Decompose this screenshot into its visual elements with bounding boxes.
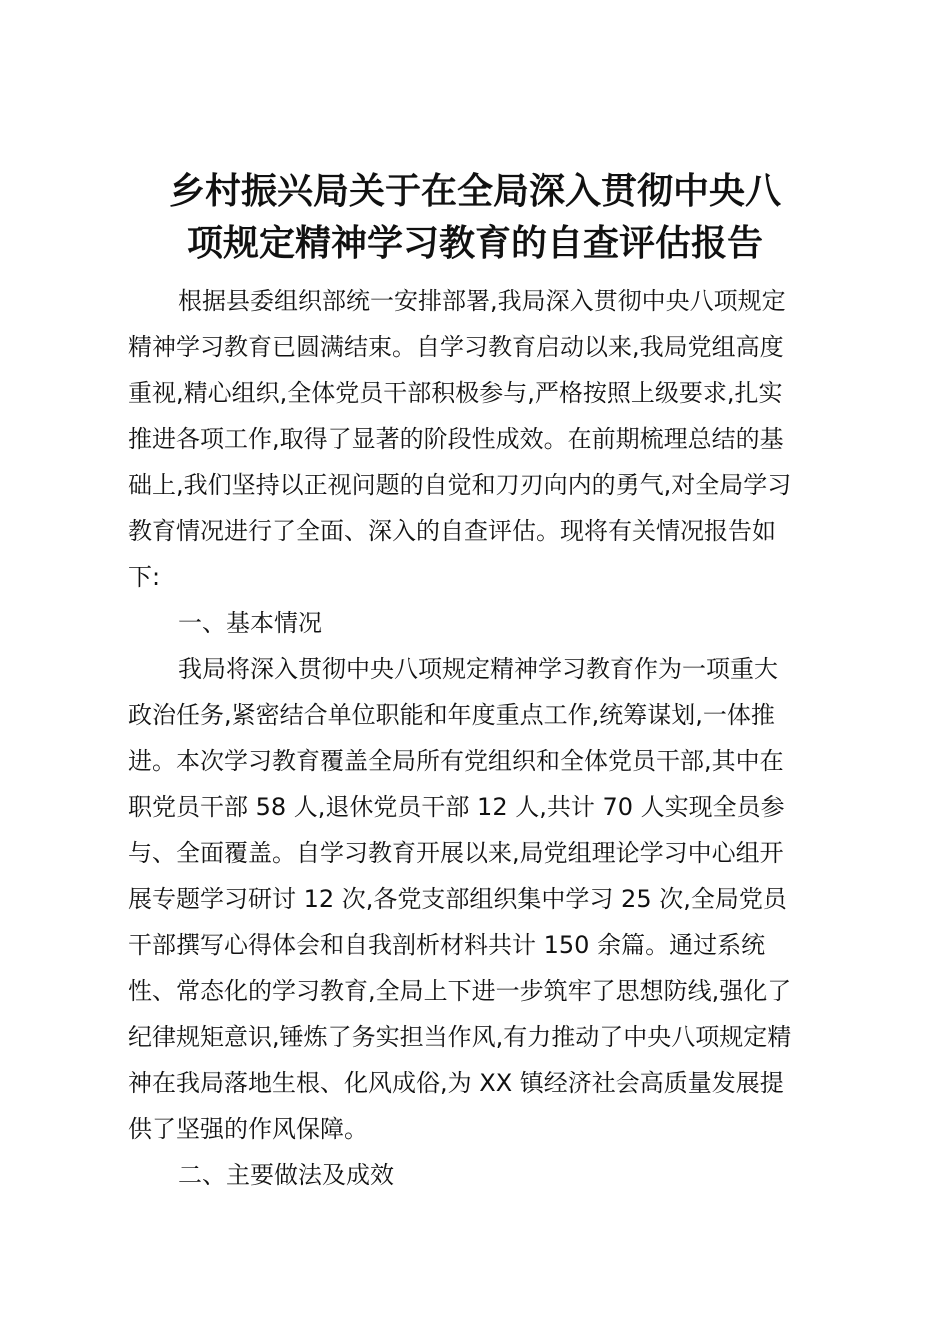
document-body: [128, 278, 832, 1198]
paragraph-line: 础上,我们坚持以正视问题的自觉和刀刃向内的勇气,对全局学习: [128, 471, 792, 499]
paragraph-line: 与、全面覆盖。自学习教育开展以来,局党组理论学习中心组开: [128, 839, 784, 867]
paragraph-line: 教育情况进行了全面、深入的自查评估。现将有关情况报告如: [128, 517, 776, 545]
document-title: [100, 166, 850, 270]
paragraph-line: 下:: [128, 563, 161, 591]
paragraph-line: 进。本次学习教育覆盖全局所有党组织和全体党员干部,其中在: [128, 747, 784, 775]
paragraph-line: 神在我局落地生根、化风成俗,为 XX 镇经济社会高质量发展提: [128, 1069, 784, 1097]
paragraph-line: 纪律规矩意识,锤炼了务实担当作风,有力推动了中央八项规定精: [128, 1023, 792, 1051]
section-paragraph: [128, 646, 832, 1152]
title-line: 乡村振兴局关于在全局深入贯彻中央八: [168, 171, 781, 212]
paragraph-line: 供了坚强的作风保障。: [128, 1115, 368, 1143]
paragraph-line: 干部撰写心得体会和自我剖析材料共计 150 余篇。通过系统: [128, 931, 766, 959]
paragraph-line: 政治任务,紧密结合单位职能和年度重点工作,统筹谋划,一体推: [128, 701, 775, 729]
paragraph-line: 我局将深入贯彻中央八项规定精神学习教育作为一项重大: [178, 655, 778, 683]
paragraph-line: 重视,精心组织,全体党员干部积极参与,严格按照上级要求,扎实: [128, 379, 783, 407]
intro-paragraph: [128, 278, 832, 600]
paragraph-line: 职党员干部 58 人,退休党员干部 12 人,共计 70 人实现全员参: [128, 793, 785, 821]
paragraph-line: 推进各项工作,取得了显著的阶段性成效。在前期梳理总结的基: [128, 425, 784, 453]
title-line: 项规定精神学习教育的自查评估报告: [186, 223, 763, 264]
paragraph-line: 精神学习教育已圆满结束。自学习教育启动以来,我局党组高度: [128, 333, 784, 361]
section-heading-basic-situation: 一、基本情况: [178, 609, 322, 637]
paragraph-line: 展专题学习研讨 12 次,各党支部组织集中学习 25 次,全局党员: [128, 885, 787, 913]
paragraph-line: 性、常态化的学习教育,全局上下进一步筑牢了思想防线,强化了: [128, 977, 792, 1005]
paragraph-line: 根据县委组织部统一安排部署,我局深入贯彻中央八项规定: [178, 287, 786, 315]
section-heading-main-practices: 二、主要做法及成效: [178, 1161, 394, 1189]
